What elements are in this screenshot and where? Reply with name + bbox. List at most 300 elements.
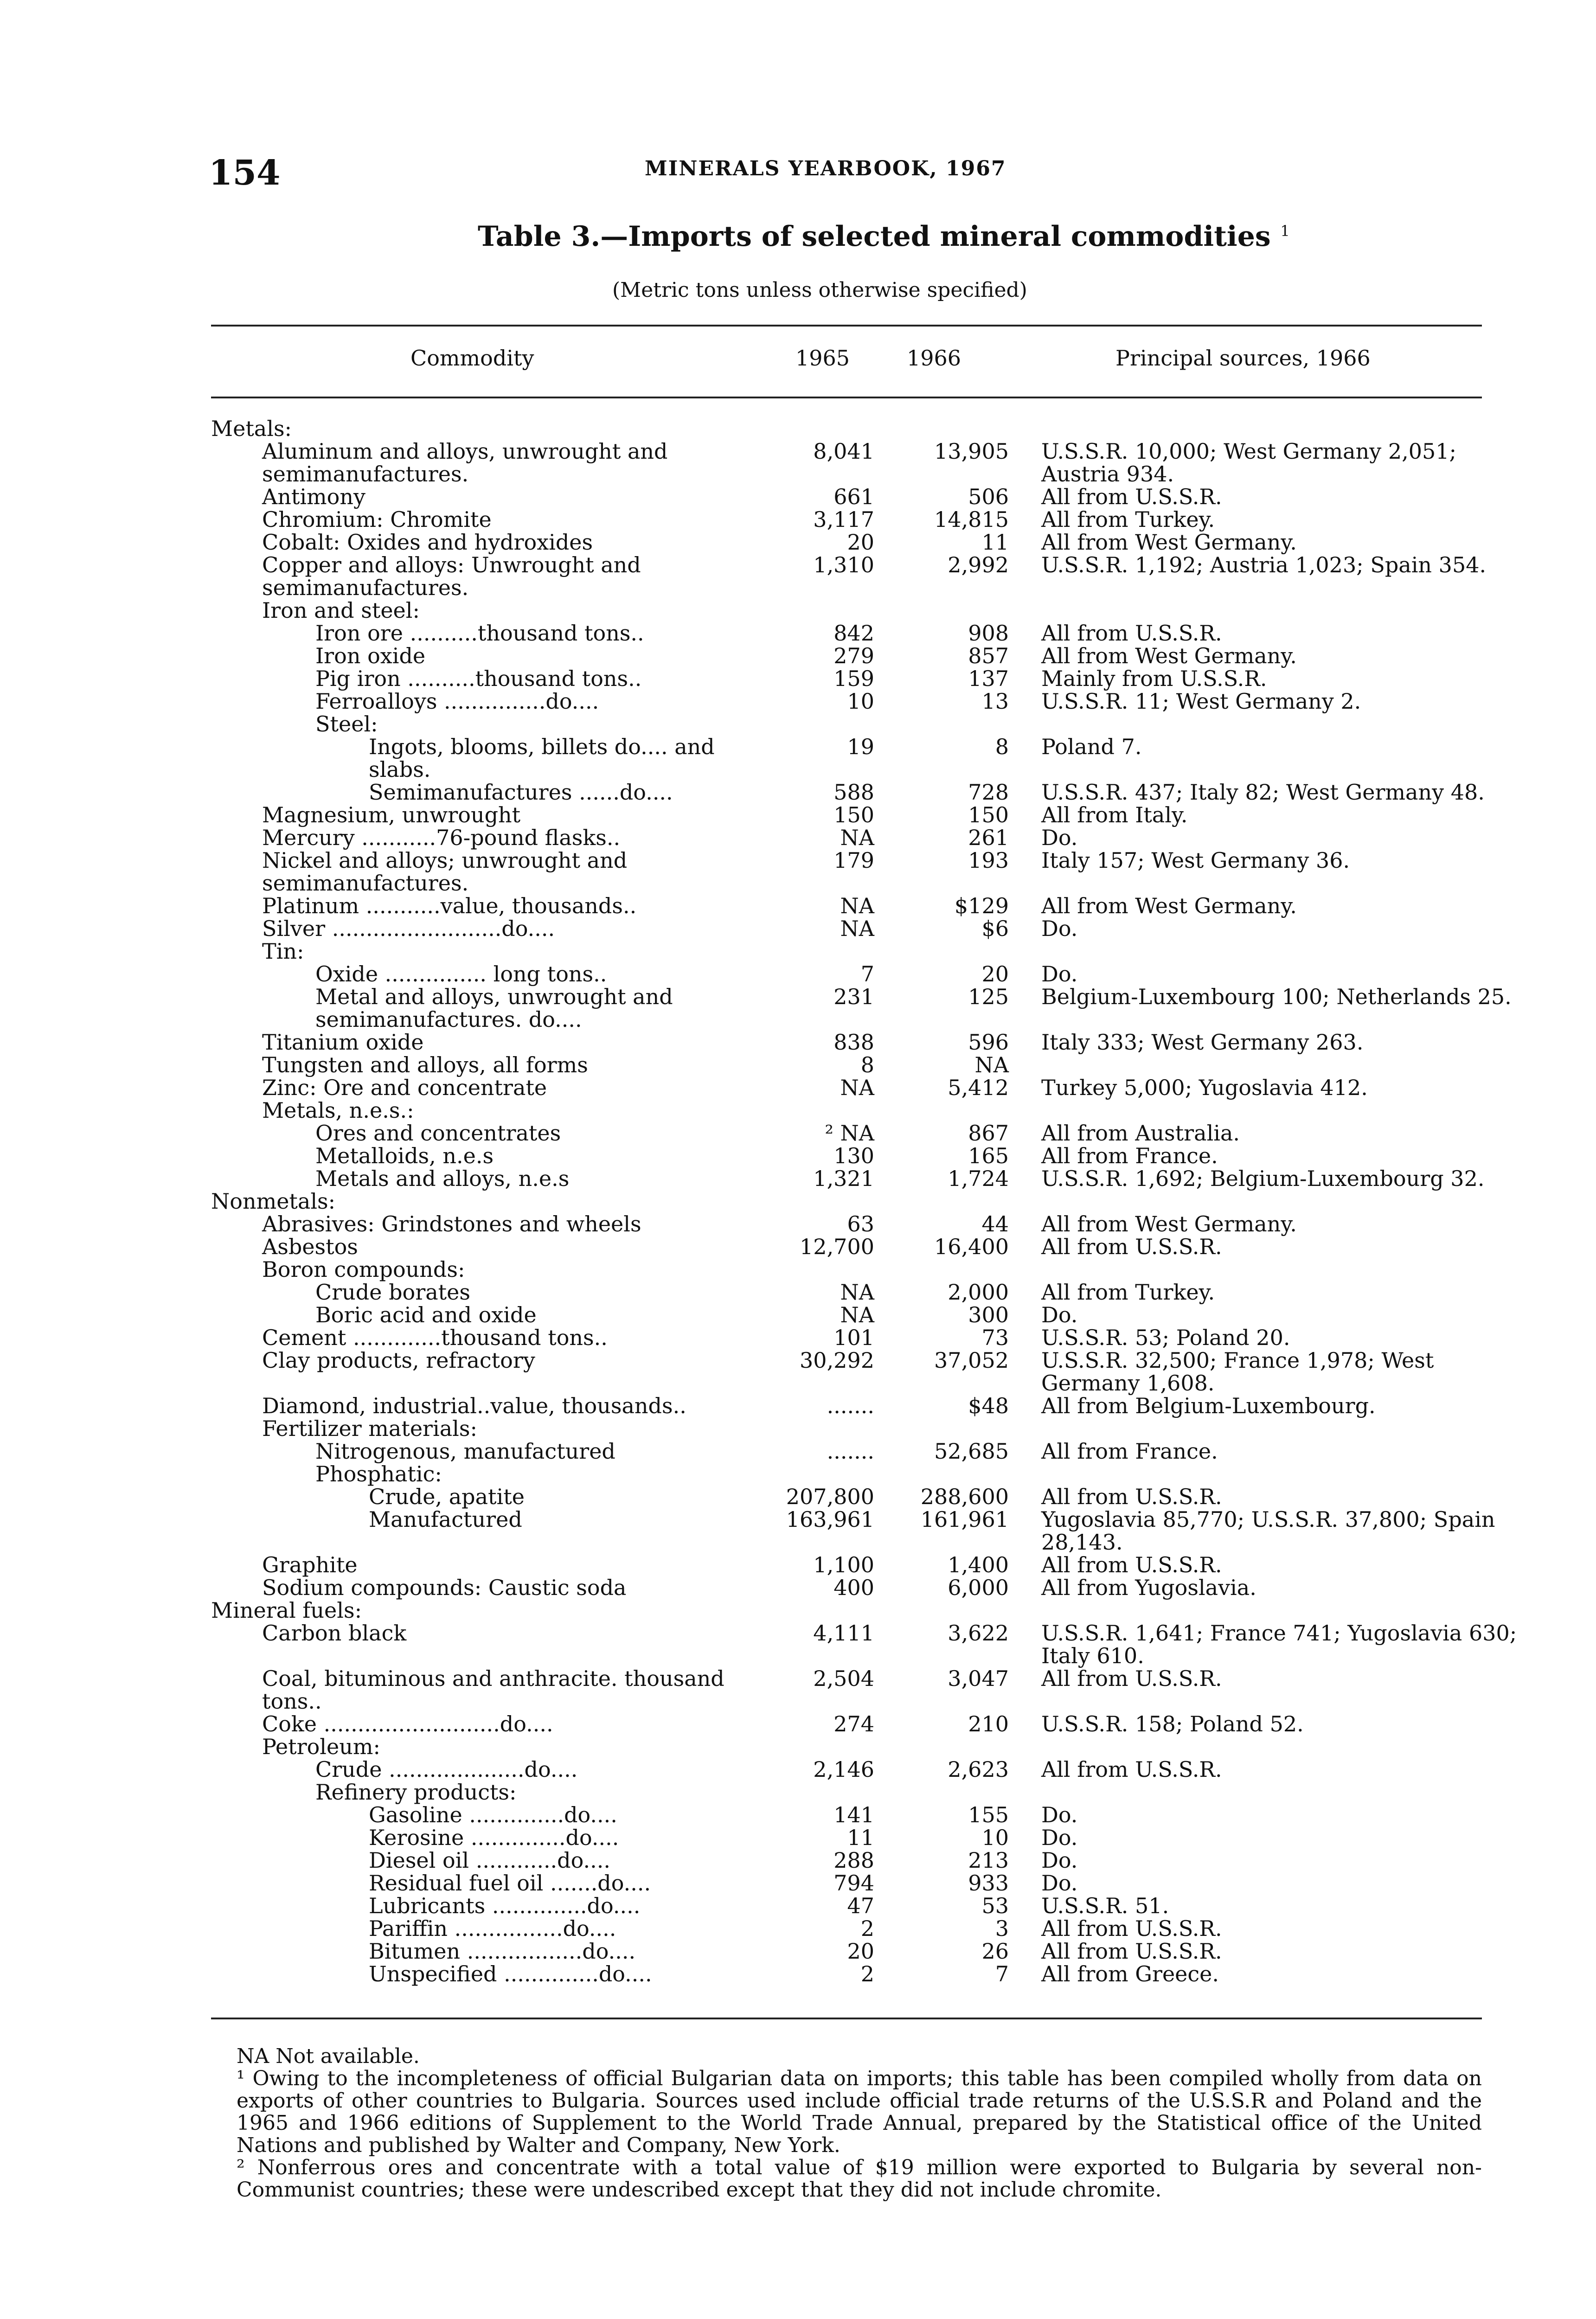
commodity-cell: Kerosine ..............do.... bbox=[369, 1825, 619, 1850]
value-1966-cell: 13,905 bbox=[934, 439, 1009, 464]
table-row bbox=[211, 645, 1524, 667]
sources-cell: Do. bbox=[1041, 1848, 1078, 1873]
value-1965-cell: 1,321 bbox=[813, 1166, 874, 1191]
sources-cell: All from Turkey. bbox=[1041, 507, 1215, 532]
footnote-na: NA Not available. bbox=[237, 2044, 420, 2068]
sources-cell: All from U.S.S.R. bbox=[1041, 1939, 1222, 1964]
table-row bbox=[211, 508, 1524, 531]
value-1966-cell: 1,724 bbox=[948, 1166, 1009, 1191]
commodity-cell: Pariffin ................do.... bbox=[369, 1916, 616, 1941]
table-row bbox=[211, 1304, 1524, 1326]
commodity-cell: Ferroalloys ...............do.... bbox=[315, 689, 599, 714]
value-1965-cell: 588 bbox=[833, 780, 874, 805]
commodity-cell: Silver .........................do.... bbox=[262, 916, 555, 941]
value-1965-cell: NA bbox=[840, 916, 874, 941]
commodity-cell: Lubricants ..............do.... bbox=[369, 1893, 641, 1918]
commodity-cell: Graphite bbox=[262, 1552, 358, 1577]
value-1966-cell bbox=[884, 1099, 1037, 1122]
sources-cell bbox=[1037, 599, 1524, 622]
table-row bbox=[211, 1599, 1524, 1622]
value-1966-cell: 3,047 bbox=[948, 1666, 1009, 1691]
table-row bbox=[211, 1736, 1524, 1758]
table-row bbox=[211, 486, 1524, 508]
footnote-2: ² Nonferrous ores and concentrate with a total value of $19 million were exported to Bulgaria by several non-Communist countries; these were undescribed except that they did not include chromite. bbox=[237, 2156, 1482, 2202]
table-row bbox=[211, 1054, 1524, 1076]
value-1966-cell: 5,412 bbox=[948, 1075, 1009, 1100]
table-row bbox=[211, 1713, 1524, 1736]
sources-cell: All from Greece. bbox=[1041, 1961, 1219, 1986]
table-row bbox=[211, 713, 1524, 736]
value-1965-cell: NA bbox=[840, 1302, 874, 1327]
table-row bbox=[211, 531, 1524, 554]
value-1965-cell: 20 bbox=[847, 1939, 874, 1964]
value-1965-cell: 274 bbox=[833, 1711, 874, 1736]
commodity-cell: Metals, n.e.s.: bbox=[262, 1098, 414, 1123]
table-row bbox=[211, 1826, 1524, 1849]
commodity-cell: Coal, bituminous and anthracite. thousand tons.. bbox=[262, 1666, 724, 1714]
sources-cell: U.S.S.R. 1,692; Belgium-Luxembourg 32. bbox=[1041, 1166, 1485, 1191]
table-row bbox=[211, 1849, 1524, 1872]
commodity-cell: Nitrogenous, manufactured bbox=[315, 1439, 615, 1464]
sources-cell bbox=[1037, 1190, 1524, 1213]
value-1966-cell: 8 bbox=[995, 734, 1009, 759]
value-1965-cell: NA bbox=[840, 1075, 874, 1100]
commodity-cell: Pig iron ..........thousand tons.. bbox=[315, 666, 642, 691]
commodity-cell: Iron oxide bbox=[315, 643, 426, 668]
value-1965-cell: 1,310 bbox=[813, 552, 874, 577]
table-row bbox=[211, 1486, 1524, 1508]
sources-cell bbox=[1037, 1054, 1524, 1076]
sources-cell: U.S.S.R. 437; Italy 82; West Germany 48. bbox=[1041, 780, 1485, 805]
table-row bbox=[211, 1508, 1524, 1554]
commodity-cell: Copper and alloys: Unwrought and semimanufactures. bbox=[262, 552, 641, 600]
table-row bbox=[211, 736, 1524, 781]
sources-cell: Italy 157; West Germany 36. bbox=[1041, 848, 1350, 873]
table-row bbox=[211, 1963, 1524, 1986]
sources-cell: Do. bbox=[1041, 1825, 1078, 1850]
sources-cell: All from West Germany. bbox=[1041, 643, 1297, 668]
sources-cell: All from West Germany. bbox=[1041, 893, 1297, 918]
commodity-cell: Unspecified ..............do.... bbox=[369, 1961, 652, 1986]
table-row bbox=[211, 940, 1524, 963]
imports-table bbox=[211, 417, 1524, 1986]
commodity-cell: Asbestos bbox=[262, 1234, 358, 1259]
sources-cell: All from U.S.S.R. bbox=[1041, 1552, 1222, 1577]
sources-cell bbox=[1037, 1599, 1524, 1622]
commodity-cell: Petroleum: bbox=[262, 1734, 380, 1759]
value-1966-cell: 2,000 bbox=[948, 1280, 1009, 1305]
sources-cell: All from Italy. bbox=[1041, 802, 1188, 827]
table-row bbox=[211, 1940, 1524, 1963]
sources-cell: All from France. bbox=[1041, 1439, 1218, 1464]
commodity-cell: Carbon black bbox=[262, 1621, 407, 1646]
value-1965-cell: 47 bbox=[847, 1893, 874, 1918]
sources-cell: All from France. bbox=[1041, 1143, 1218, 1168]
value-1966-cell bbox=[884, 1781, 1037, 1804]
value-1965-cell: 101 bbox=[833, 1325, 874, 1350]
sources-cell: All from U.S.S.R. bbox=[1041, 621, 1222, 646]
sources-cell: All from U.S.S.R. bbox=[1041, 1916, 1222, 1941]
commodity-cell: Aluminum and alloys, unwrought and semimanufactures. bbox=[262, 439, 668, 487]
value-1965-cell: ....... bbox=[827, 1439, 874, 1464]
commodity-cell: Boron compounds: bbox=[262, 1257, 465, 1282]
value-1966-cell bbox=[884, 599, 1037, 622]
table-row bbox=[211, 1440, 1524, 1463]
table-row bbox=[211, 963, 1524, 986]
value-1965-cell: 10 bbox=[847, 689, 874, 714]
value-1965-cell bbox=[749, 599, 884, 622]
value-1966-cell: 20 bbox=[981, 961, 1009, 987]
value-1965-cell bbox=[749, 1258, 884, 1281]
sources-cell bbox=[1037, 1736, 1524, 1758]
table-row bbox=[211, 1895, 1524, 1917]
value-1966-cell bbox=[884, 417, 1037, 440]
table-row bbox=[211, 1258, 1524, 1281]
value-1966-cell: 26 bbox=[981, 1939, 1009, 1964]
value-1965-cell: 179 bbox=[833, 848, 874, 873]
commodity-cell: Mercury ...........76-pound flasks.. bbox=[262, 825, 621, 850]
value-1965-cell: 12,700 bbox=[800, 1234, 874, 1259]
value-1965-cell: 3,117 bbox=[813, 507, 874, 532]
value-1965-cell: 1,100 bbox=[813, 1552, 874, 1577]
sources-cell: U.S.S.R. 51. bbox=[1041, 1893, 1169, 1918]
value-1965-cell: 661 bbox=[833, 484, 874, 509]
table-row bbox=[211, 917, 1524, 940]
commodity-cell: Antimony bbox=[262, 484, 365, 509]
value-1966-cell: 3 bbox=[995, 1916, 1009, 1941]
table-title-footnote-ref: 1 bbox=[1280, 222, 1290, 240]
sources-cell: All from Turkey. bbox=[1041, 1280, 1215, 1305]
sources-cell: U.S.S.R. 158; Poland 52. bbox=[1041, 1711, 1304, 1736]
commodity-cell: Crude borates bbox=[315, 1280, 470, 1305]
value-1966-cell: 867 bbox=[968, 1121, 1009, 1146]
commodity-cell: Metals and alloys, n.e.s bbox=[315, 1166, 570, 1191]
value-1966-cell: 596 bbox=[968, 1030, 1009, 1055]
commodity-cell: Diamond, industrial..value, thousands.. bbox=[262, 1393, 686, 1418]
value-1965-cell: 159 bbox=[833, 666, 874, 691]
value-1965-cell: 838 bbox=[833, 1030, 874, 1055]
table-row bbox=[211, 1076, 1524, 1099]
value-1966-cell: 13 bbox=[981, 689, 1009, 714]
table-row bbox=[211, 1213, 1524, 1236]
commodity-cell: Coke ..........................do.... bbox=[262, 1711, 553, 1736]
value-1966-cell: 44 bbox=[981, 1211, 1009, 1236]
value-1966-cell bbox=[884, 713, 1037, 736]
value-1965-cell: 163,961 bbox=[786, 1507, 874, 1532]
value-1965-cell: 30,292 bbox=[800, 1348, 874, 1373]
value-1966-cell bbox=[884, 1190, 1037, 1213]
table-row bbox=[211, 1236, 1524, 1258]
value-1965-cell bbox=[749, 1417, 884, 1440]
column-header-sources: Principal sources, 1966 bbox=[1115, 346, 1371, 371]
sources-cell: Turkey 5,000; Yugoslavia 412. bbox=[1041, 1075, 1368, 1100]
value-1965-cell: 11 bbox=[847, 1825, 874, 1850]
table-title-text: Table 3.—Imports of selected mineral commodities bbox=[478, 220, 1271, 253]
commodity-cell: Ores and concentrates bbox=[315, 1121, 561, 1146]
sources-cell: Italy 333; West Germany 263. bbox=[1041, 1030, 1364, 1055]
table-row bbox=[211, 1417, 1524, 1440]
table-row bbox=[211, 895, 1524, 917]
sources-cell: Mainly from U.S.S.R. bbox=[1041, 666, 1267, 691]
value-1966-cell: 7 bbox=[995, 1961, 1009, 1986]
value-1966-cell: 52,685 bbox=[934, 1439, 1009, 1464]
commodity-cell: Tungsten and alloys, all forms bbox=[262, 1052, 588, 1077]
commodity-cell: Sodium compounds: Caustic soda bbox=[262, 1575, 627, 1600]
value-1966-cell: 155 bbox=[968, 1802, 1009, 1827]
sources-cell: All from Belgium-Luxembourg. bbox=[1041, 1393, 1376, 1418]
commodity-cell: Zinc: Ore and concentrate bbox=[262, 1075, 547, 1100]
sources-cell bbox=[1037, 713, 1524, 736]
value-1966-cell bbox=[884, 1258, 1037, 1281]
commodity-cell: Metal and alloys, unwrought and semimanufactures. do.... bbox=[315, 984, 673, 1032]
value-1966-cell: 11 bbox=[981, 530, 1009, 555]
commodity-cell: Residual fuel oil .......do.... bbox=[369, 1871, 651, 1896]
sources-cell: Belgium-Luxembourg 100; Netherlands 25. bbox=[1041, 984, 1512, 1009]
value-1966-cell: 213 bbox=[968, 1848, 1009, 1873]
value-1965-cell: 2,504 bbox=[813, 1666, 874, 1691]
table-row bbox=[211, 440, 1524, 486]
table-row bbox=[211, 1622, 1524, 1667]
value-1965-cell: 141 bbox=[833, 1802, 874, 1827]
sources-cell: U.S.S.R. 1,192; Austria 1,023; Spain 354. bbox=[1041, 552, 1487, 577]
commodity-cell: Phosphatic: bbox=[315, 1461, 442, 1486]
sources-cell bbox=[1037, 1781, 1524, 1804]
sources-cell: All from Australia. bbox=[1041, 1121, 1240, 1146]
value-1966-cell: 10 bbox=[981, 1825, 1009, 1850]
table-row bbox=[211, 1781, 1524, 1804]
column-header-commodity: Commodity bbox=[410, 346, 534, 371]
value-1966-cell: 3,622 bbox=[948, 1621, 1009, 1646]
commodity-cell: Crude ....................do.... bbox=[315, 1757, 578, 1782]
sources-cell: Yugoslavia 85,770; U.S.S.R. 37,800; Spain 28,143. bbox=[1041, 1507, 1495, 1555]
value-1966-cell: 6,000 bbox=[948, 1575, 1009, 1600]
sources-cell bbox=[1037, 417, 1524, 440]
value-1965-cell: 279 bbox=[833, 643, 874, 668]
value-1965-cell: 2,146 bbox=[813, 1757, 874, 1782]
sources-cell: Poland 7. bbox=[1041, 734, 1142, 759]
table-row bbox=[211, 986, 1524, 1031]
value-1966-cell: 37,052 bbox=[934, 1348, 1009, 1373]
commodity-cell: Iron ore ..........thousand tons.. bbox=[315, 621, 644, 646]
table-row bbox=[211, 417, 1524, 440]
value-1965-cell: 842 bbox=[833, 621, 874, 646]
table-row bbox=[211, 622, 1524, 645]
commodity-cell: Gasoline ..............do.... bbox=[369, 1802, 617, 1827]
sources-cell: Do. bbox=[1041, 1302, 1078, 1327]
value-1966-cell: 288,600 bbox=[920, 1484, 1009, 1509]
value-1965-cell: NA bbox=[840, 1280, 874, 1305]
table-row bbox=[211, 1576, 1524, 1599]
value-1965-cell: 8,041 bbox=[813, 439, 874, 464]
table-row bbox=[211, 1122, 1524, 1145]
value-1965-cell: 7 bbox=[860, 961, 874, 987]
sources-cell: All from U.S.S.R. bbox=[1041, 1484, 1222, 1509]
commodity-cell: Titanium oxide bbox=[262, 1030, 424, 1055]
value-1965-cell: 288 bbox=[833, 1848, 874, 1873]
commodity-cell: Bitumen .................do.... bbox=[369, 1939, 636, 1964]
commodity-cell: Manufactured bbox=[369, 1507, 522, 1532]
table-row bbox=[211, 1463, 1524, 1486]
commodity-cell: Nonmetals: bbox=[211, 1189, 336, 1214]
value-1966-cell: 261 bbox=[968, 825, 1009, 850]
footnotes bbox=[211, 2045, 1482, 2201]
table-row bbox=[211, 1758, 1524, 1781]
value-1966-cell: 150 bbox=[968, 802, 1009, 827]
sources-cell: Do. bbox=[1041, 1802, 1078, 1827]
sources-cell bbox=[1037, 1099, 1524, 1122]
value-1965-cell: ....... bbox=[827, 1393, 874, 1418]
commodity-cell: Magnesium, unwrought bbox=[262, 802, 521, 827]
value-1965-cell bbox=[749, 1599, 884, 1622]
table-row bbox=[211, 667, 1524, 690]
value-1966-cell: 728 bbox=[968, 780, 1009, 805]
table-row bbox=[211, 1145, 1524, 1167]
table-row bbox=[211, 1667, 1524, 1713]
sources-cell: U.S.S.R. 53; Poland 20. bbox=[1041, 1325, 1290, 1350]
commodity-cell: Abrasives: Grindstones and wheels bbox=[262, 1211, 641, 1236]
value-1966-cell bbox=[884, 1599, 1037, 1622]
running-title: MINERALS YEARBOOK, 1967 bbox=[645, 157, 1006, 180]
table-row bbox=[211, 1872, 1524, 1895]
value-1966-cell: 125 bbox=[968, 984, 1009, 1009]
commodity-cell: Cement .............thousand tons.. bbox=[262, 1325, 608, 1350]
value-1966-cell: 300 bbox=[968, 1302, 1009, 1327]
table-row bbox=[211, 690, 1524, 713]
top-rule bbox=[211, 325, 1482, 327]
table-row bbox=[211, 826, 1524, 849]
commodity-cell: Ingots, blooms, billets do.... and slabs. bbox=[369, 734, 715, 782]
value-1966-cell bbox=[884, 1736, 1037, 1758]
value-1965-cell: 4,111 bbox=[813, 1621, 874, 1646]
footnote-1: ¹ Owing to the incompleteness of official Bulgarian data on imports; this table has been compiled wholly from data on exports of other countries to Bulgaria. Sources used include official trade returns of the U.S.S.R and Poland and the 1965 and 1966 editions of Supplement to the World Trade Annual, prepared by the Statistical office of the United Nations and published by Walter and Company, New York. bbox=[237, 2067, 1482, 2157]
value-1965-cell: 794 bbox=[833, 1871, 874, 1896]
commodity-cell: Semimanufactures ......do.... bbox=[369, 780, 673, 805]
sources-cell: All from West Germany. bbox=[1041, 1211, 1297, 1236]
column-headers bbox=[211, 346, 1482, 383]
value-1966-cell bbox=[884, 940, 1037, 963]
commodity-cell: Clay products, refractory bbox=[262, 1348, 535, 1373]
value-1966-cell bbox=[884, 1417, 1037, 1440]
header-rule bbox=[211, 397, 1482, 398]
value-1966-cell: $6 bbox=[981, 916, 1009, 941]
value-1965-cell bbox=[749, 1099, 884, 1122]
sources-cell bbox=[1037, 940, 1524, 963]
value-1966-cell: 193 bbox=[968, 848, 1009, 873]
value-1965-cell: NA bbox=[840, 825, 874, 850]
value-1965-cell: 63 bbox=[847, 1211, 874, 1236]
value-1965-cell: 207,800 bbox=[786, 1484, 874, 1509]
sources-cell: U.S.S.R. 32,500; France 1,978; West Germany 1,608. bbox=[1041, 1348, 1434, 1396]
value-1965-cell: 130 bbox=[833, 1143, 874, 1168]
column-header-1965: 1965 bbox=[795, 346, 850, 371]
table-row bbox=[211, 781, 1524, 804]
value-1966-cell: $129 bbox=[954, 893, 1009, 918]
value-1965-cell: 19 bbox=[847, 734, 874, 759]
commodity-cell: Platinum ...........value, thousands.. bbox=[262, 893, 637, 918]
commodity-cell: Diesel oil ............do.... bbox=[369, 1848, 611, 1873]
sources-cell bbox=[1037, 1463, 1524, 1486]
value-1965-cell bbox=[749, 1463, 884, 1486]
value-1966-cell: $48 bbox=[968, 1393, 1009, 1418]
imports-table-body bbox=[211, 417, 1524, 1986]
value-1966-cell: NA bbox=[974, 1052, 1009, 1077]
commodity-cell: Tin: bbox=[262, 939, 304, 964]
table-row bbox=[211, 554, 1524, 599]
table-row bbox=[211, 804, 1524, 826]
commodity-cell: Fertilizer materials: bbox=[262, 1416, 477, 1441]
commodity-cell: Oxide ............... long tons.. bbox=[315, 961, 607, 987]
value-1966-cell: 506 bbox=[968, 484, 1009, 509]
value-1965-cell bbox=[749, 1190, 884, 1213]
sources-cell: U.S.S.R. 1,641; France 741; Yugoslavia 630; Italy 610. bbox=[1041, 1621, 1517, 1668]
sources-cell: U.S.S.R. 10,000; West Germany 2,051; Austria 934. bbox=[1041, 439, 1457, 487]
column-header-1966: 1966 bbox=[907, 346, 961, 371]
table-title bbox=[478, 220, 1290, 253]
commodity-cell: Boric acid and oxide bbox=[315, 1302, 537, 1327]
table-row bbox=[211, 1190, 1524, 1213]
table-row bbox=[211, 1395, 1524, 1417]
value-1966-cell: 1,400 bbox=[948, 1552, 1009, 1577]
value-1965-cell: 20 bbox=[847, 530, 874, 555]
commodity-cell: Metals: bbox=[211, 416, 292, 441]
table-row bbox=[211, 1167, 1524, 1190]
sources-cell bbox=[1037, 1258, 1524, 1281]
value-1965-cell bbox=[749, 1736, 884, 1758]
sources-cell: All from U.S.S.R. bbox=[1041, 1666, 1222, 1691]
value-1966-cell: 857 bbox=[968, 643, 1009, 668]
commodity-cell: Iron and steel: bbox=[262, 598, 420, 623]
sources-cell: All from U.S.S.R. bbox=[1041, 484, 1222, 509]
table-row bbox=[211, 1281, 1524, 1304]
value-1965-cell bbox=[749, 417, 884, 440]
table-row bbox=[211, 849, 1524, 895]
value-1965-cell: 2 bbox=[860, 1961, 874, 1986]
table-row bbox=[211, 1804, 1524, 1826]
sources-cell: Do. bbox=[1041, 916, 1078, 941]
page-number: 154 bbox=[209, 153, 281, 193]
sources-cell: All from Yugoslavia. bbox=[1041, 1575, 1256, 1600]
commodity-cell: Steel: bbox=[315, 711, 378, 737]
commodity-cell: Mineral fuels: bbox=[211, 1598, 362, 1623]
value-1965-cell bbox=[749, 713, 884, 736]
value-1966-cell: 73 bbox=[981, 1325, 1009, 1350]
value-1965-cell: NA bbox=[840, 893, 874, 918]
value-1965-cell: ² NA bbox=[825, 1121, 874, 1146]
value-1966-cell: 933 bbox=[968, 1871, 1009, 1896]
sources-cell: Do. bbox=[1041, 1871, 1078, 1896]
value-1966-cell: 165 bbox=[968, 1143, 1009, 1168]
table-row bbox=[211, 599, 1524, 622]
table-row bbox=[211, 1031, 1524, 1054]
sources-cell: All from West Germany. bbox=[1041, 530, 1297, 555]
value-1966-cell: 161,961 bbox=[920, 1507, 1009, 1532]
sources-cell: Do. bbox=[1041, 825, 1078, 850]
value-1966-cell: 2,623 bbox=[948, 1757, 1009, 1782]
table-row bbox=[211, 1349, 1524, 1395]
sources-cell: All from U.S.S.R. bbox=[1041, 1234, 1222, 1259]
table-row bbox=[211, 1326, 1524, 1349]
table-row bbox=[211, 1099, 1524, 1122]
value-1965-cell: 150 bbox=[833, 802, 874, 827]
commodity-cell: Chromium: Chromite bbox=[262, 507, 492, 532]
table-subtitle: (Metric tons unless otherwise specified) bbox=[612, 278, 1027, 302]
value-1965-cell: 231 bbox=[833, 984, 874, 1009]
sources-cell: All from U.S.S.R. bbox=[1041, 1757, 1222, 1782]
value-1965-cell: 8 bbox=[860, 1052, 874, 1077]
value-1965-cell: 2 bbox=[860, 1916, 874, 1941]
value-1965-cell bbox=[749, 940, 884, 963]
value-1966-cell: 908 bbox=[968, 621, 1009, 646]
